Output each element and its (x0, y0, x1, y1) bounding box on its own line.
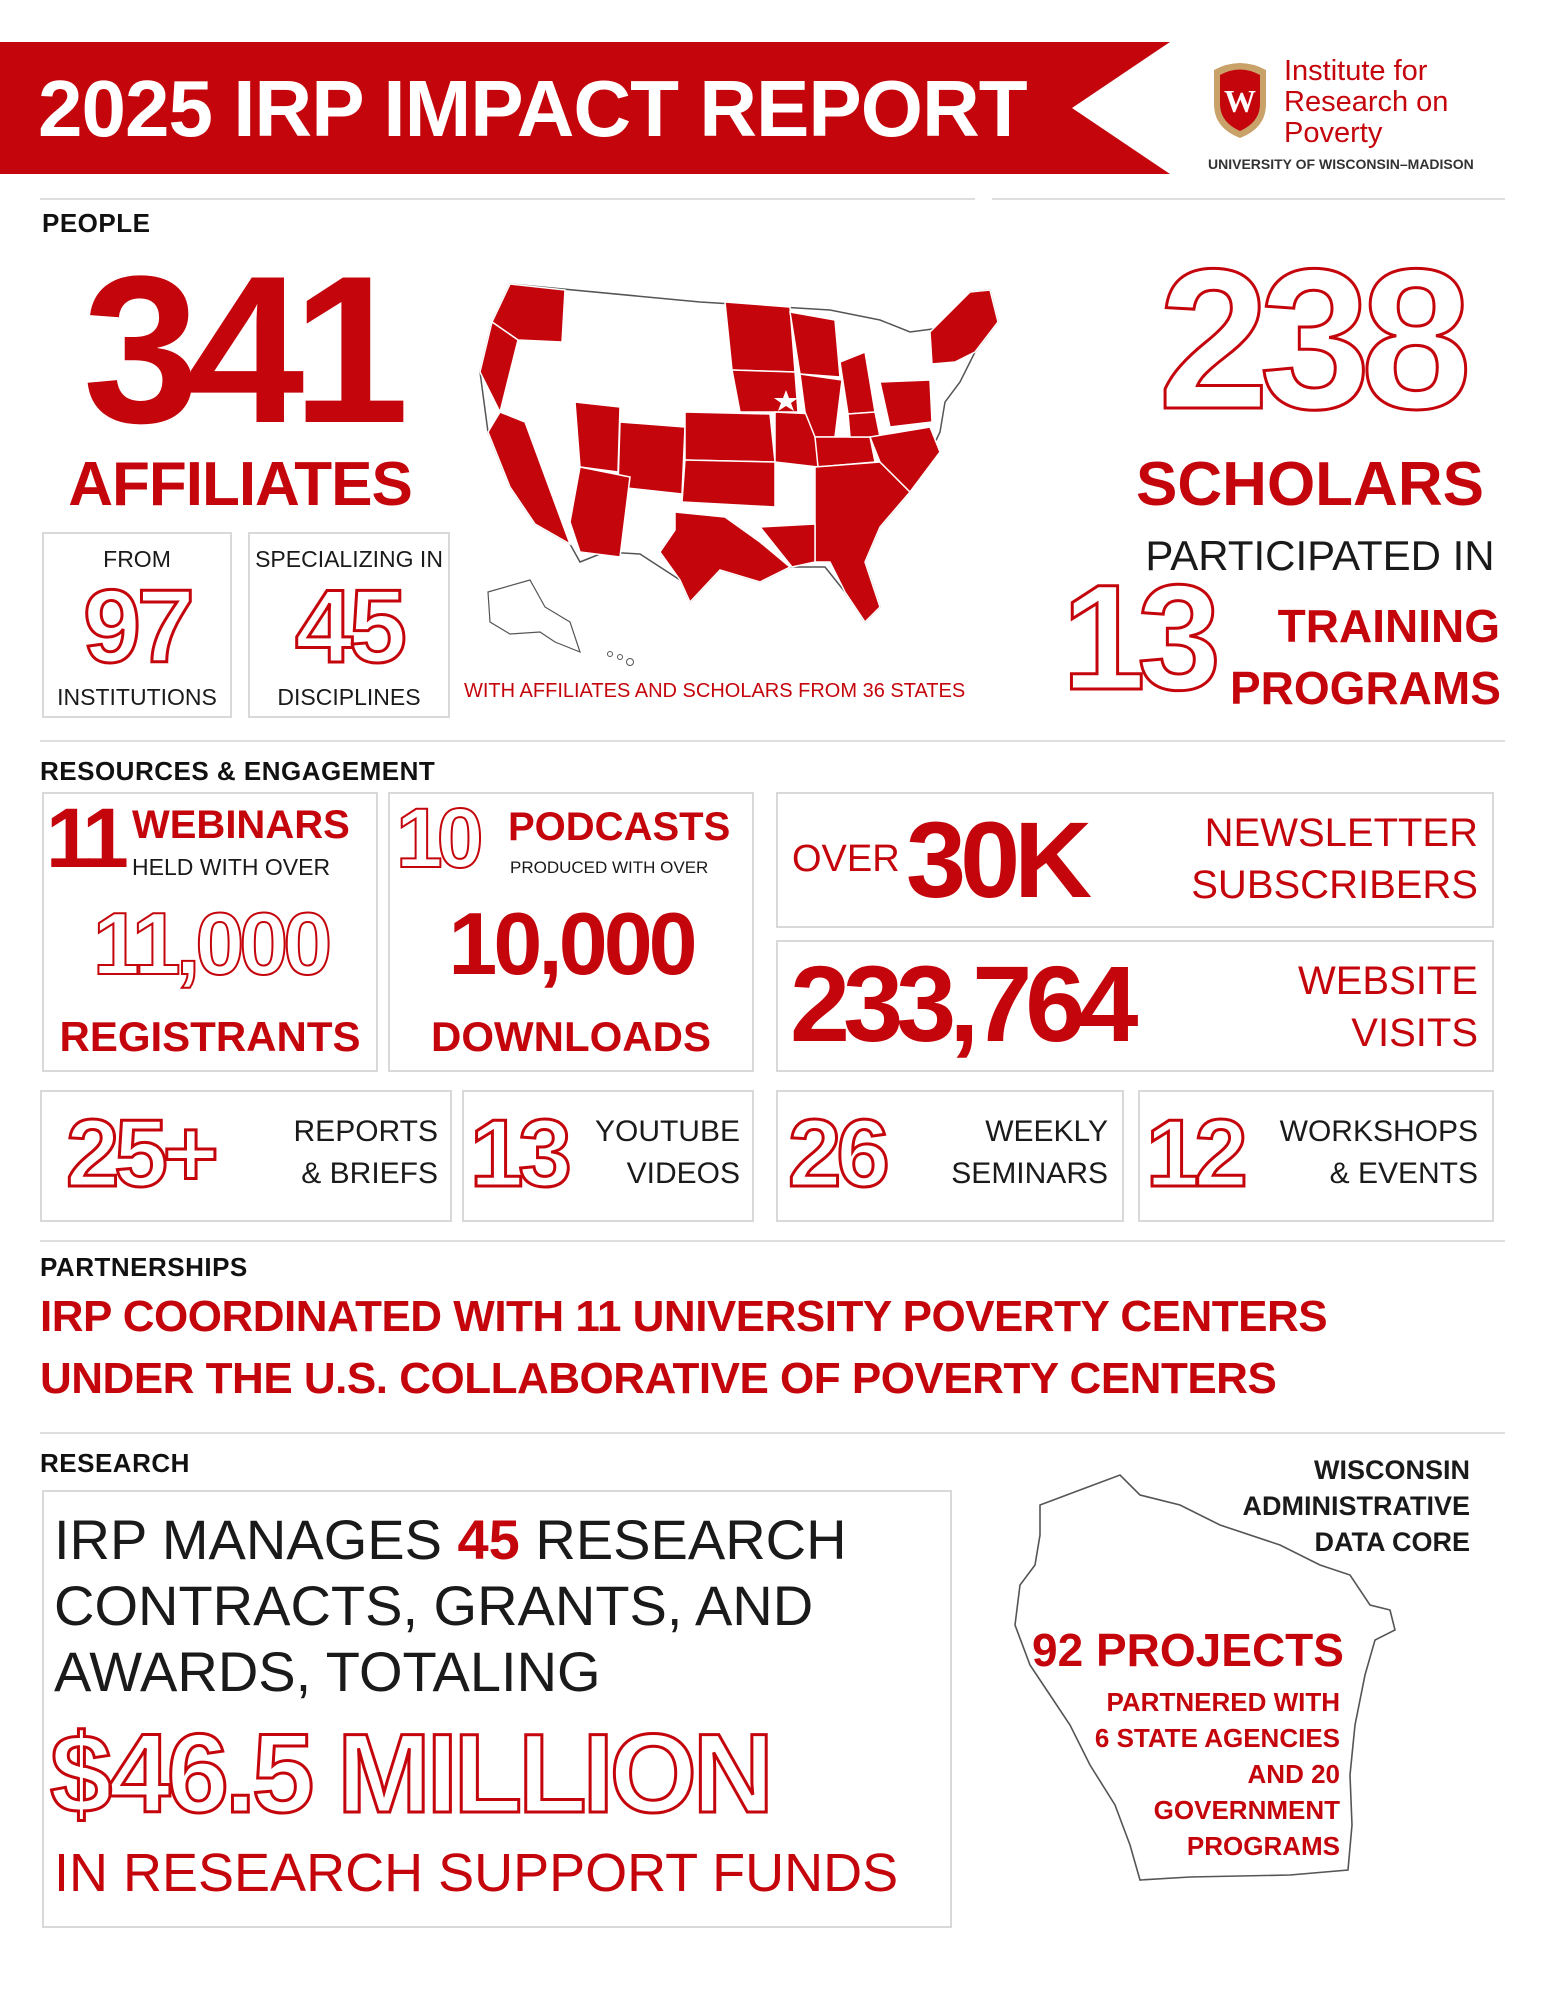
title-banner (0, 42, 1170, 174)
irp-logo (1208, 56, 1498, 176)
section-heading-partnerships: PARTNERSHIPS (40, 1252, 248, 1282)
webinars-label: WEBINARS (132, 803, 350, 847)
report-title: 2025 IRP IMPACT REPORT (38, 64, 1027, 153)
seminars-box (776, 1090, 1124, 1222)
youtube-label-2: VIDEOS (626, 1157, 740, 1190)
section-heading-people: PEOPLE (42, 208, 151, 238)
research-line-1-post: RESEARCH (519, 1508, 847, 1571)
research-line-2: CONTRACTS, GRANTS, AND (54, 1574, 814, 1637)
youtube-label-1: YOUTUBE (594, 1115, 740, 1148)
research-line-1-pre: IRP MANAGES (54, 1508, 458, 1571)
newsletter-label-2: SUBSCRIBERS (1191, 863, 1478, 907)
disciplines-pre: SPECIALIZING IN (255, 546, 443, 572)
wisconsin-title-1: WISCONSIN (1313, 1455, 1470, 1485)
newsletter-label-1: NEWSLETTER (1204, 811, 1478, 855)
wisconsin-title-2: ADMINISTRATIVE (1242, 1491, 1470, 1521)
seminars-number: 26 (788, 1100, 885, 1207)
participated-text: PARTICIPATED IN (1145, 532, 1495, 579)
youtube-number: 13 (470, 1100, 567, 1207)
logo-line-1: Institute for (1284, 55, 1428, 87)
training-label-2: PROGRAMS (1230, 662, 1501, 714)
workshops-label-2: & EVENTS (1329, 1157, 1478, 1190)
podcasts-number: 10 (396, 791, 478, 885)
seminars-label-2: SEMINARS (951, 1157, 1108, 1190)
website-label-1: WEBSITE (1297, 959, 1478, 1003)
disciplines-label: DISCIPLINES (277, 684, 421, 710)
webinars-number: 11 (46, 791, 123, 885)
divider (40, 740, 1505, 742)
uw-crest-icon (1208, 60, 1272, 140)
institutions-pre: FROM (103, 546, 171, 572)
affiliates-label: AFFILIATES (68, 450, 412, 519)
workshops-number: 12 (1146, 1100, 1243, 1207)
institutions-label: INSTITUTIONS (57, 684, 217, 710)
research-line-1 (54, 1508, 847, 1572)
divider (40, 1240, 1505, 1242)
section-heading-resources: RESOURCES & ENGAGEMENT (40, 756, 436, 786)
webinars-sub: HELD WITH OVER (132, 854, 331, 880)
projects-line-2: 6 STATE AGENCIES (1094, 1723, 1340, 1753)
projects-line-3: AND 20 (1247, 1759, 1340, 1789)
divider (40, 1432, 1505, 1434)
logo-university: UNIVERSITY OF WISCONSIN–MADISON (1208, 156, 1474, 172)
projects-count: 92 PROJECTS (1032, 1624, 1344, 1676)
newsletter-box (776, 792, 1494, 928)
registrants-number: 11,000 (92, 894, 328, 993)
reports-box (40, 1090, 452, 1222)
institutions-number: 97 (83, 569, 191, 685)
divider (992, 198, 1505, 200)
logo-line-2: Research on (1284, 86, 1449, 118)
downloads-number: 10,000 (448, 894, 694, 993)
newsletter-number: 30K (906, 799, 1087, 920)
svg-text:W: W (1224, 83, 1256, 119)
workshops-box (1138, 1090, 1494, 1222)
disciplines-number: 45 (295, 569, 403, 685)
seminars-label-1: WEEKLY (985, 1115, 1108, 1148)
webinars-box (42, 792, 378, 1072)
projects-line-1: PARTNERED WITH (1106, 1687, 1340, 1717)
partnerships-line-1: IRP COORDINATED WITH 11 UNIVERSITY POVERTY CENTERS (40, 1292, 1328, 1341)
affiliates-number: 341 (82, 232, 398, 467)
scholars-label: SCHOLARS (1136, 450, 1484, 519)
projects-line-5: PROGRAMS (1186, 1831, 1340, 1861)
scholars-number: 238 (1158, 228, 1462, 451)
projects-line-4: GOVERNMENT (1153, 1795, 1340, 1825)
training-label-1: TRAINING (1277, 600, 1500, 652)
registrants-label: REGISTRANTS (59, 1013, 361, 1060)
website-label-2: VISITS (1351, 1011, 1478, 1055)
youtube-box (462, 1090, 754, 1222)
research-box (42, 1490, 952, 1928)
logo-line-3: Poverty (1284, 117, 1383, 149)
website-number: 233,764 (790, 943, 1132, 1064)
research-line-4: IN RESEARCH SUPPORT FUNDS (54, 1843, 899, 1903)
us-map-graphic (470, 262, 1090, 682)
institutions-box (42, 532, 232, 718)
newsletter-pre: OVER (792, 838, 900, 880)
website-box (776, 940, 1494, 1072)
podcasts-box (388, 792, 754, 1072)
reports-label-1: REPORTS (293, 1115, 438, 1148)
research-line-3: AWARDS, TOTALING (54, 1640, 601, 1703)
disciplines-box (248, 532, 450, 718)
reports-number: 25+ (66, 1100, 214, 1207)
wisconsin-title-3: DATA CORE (1314, 1527, 1470, 1557)
research-amount: $46.5 MILLION (50, 1711, 770, 1836)
training-number: 13 (1062, 553, 1213, 721)
partnerships-line-2: UNDER THE U.S. COLLABORATIVE OF POVERTY CENTERS (40, 1354, 1277, 1403)
podcasts-label: PODCASTS (508, 805, 731, 849)
workshops-label-1: WORKSHOPS (1279, 1115, 1478, 1148)
divider (40, 198, 975, 200)
research-contracts-count: 45 (457, 1508, 520, 1571)
podcasts-sub: PRODUCED WITH OVER (510, 858, 709, 877)
section-heading-research: RESEARCH (40, 1448, 190, 1478)
map-caption: WITH AFFILIATES AND SCHOLARS FROM 36 STATES (464, 680, 966, 702)
downloads-label: DOWNLOADS (431, 1013, 711, 1060)
us-map (470, 262, 1090, 682)
reports-label-2: & BRIEFS (301, 1157, 438, 1190)
